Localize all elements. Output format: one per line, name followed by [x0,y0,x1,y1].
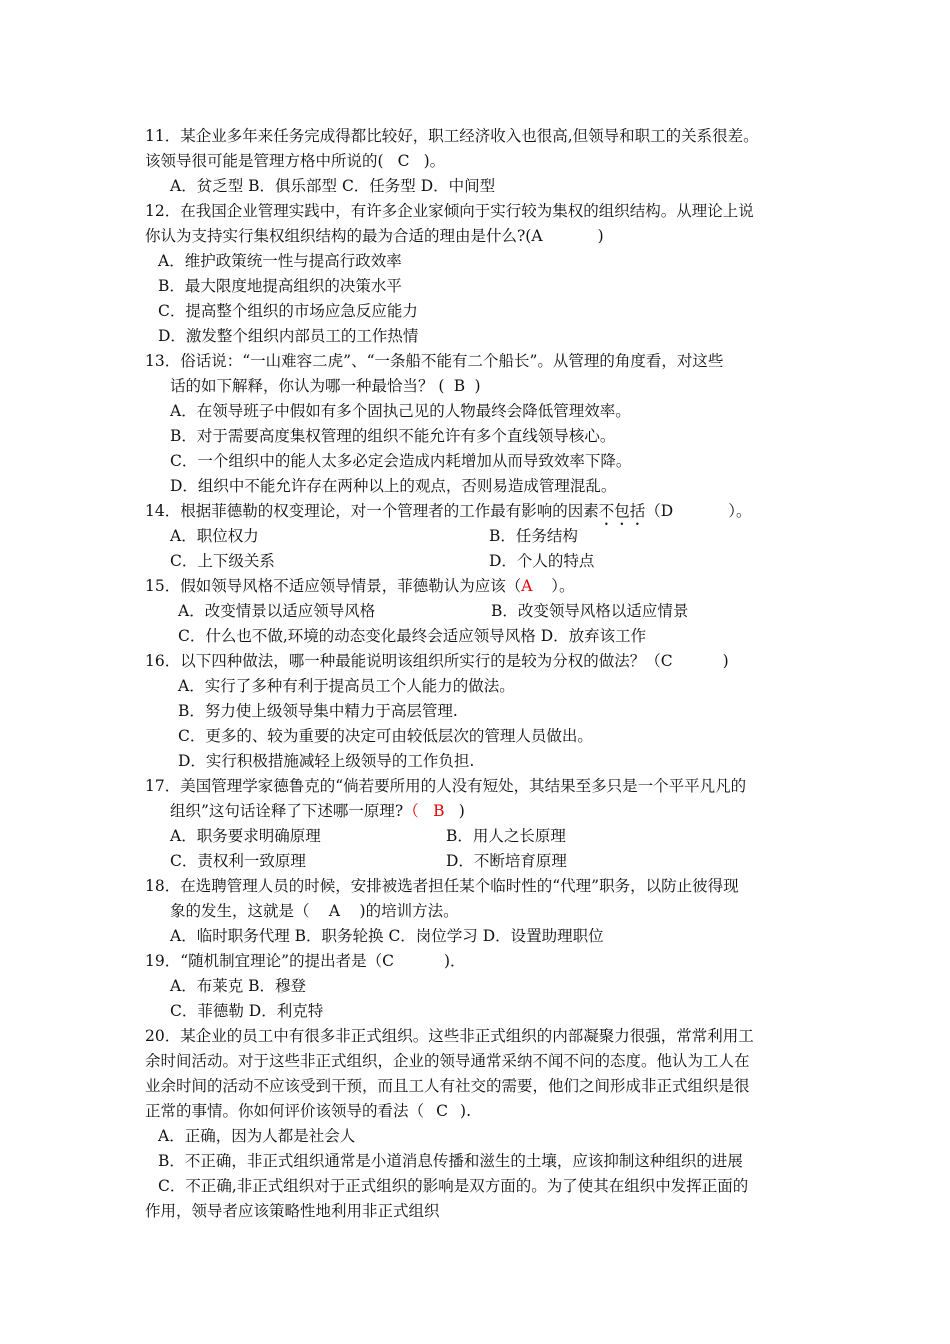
q20-line4 [145,1099,471,1123]
q18-stem: 象的发生，这就是（ [170,902,310,920]
q20-option-c-line1: C．不正确,非正式组织对于正式组织的影响是双方面的。为了使其在组织中发挥正面的 [158,1177,749,1195]
q16-option-a: A．实行了多种有利于提高员工个人能力的做法。 [178,677,515,695]
q20-answer: C [436,1102,448,1120]
q12-option-c: C．提高整个组织的市场应急反应能力 [158,302,418,320]
q14-option-c: C．上下级关系 [170,552,275,570]
q19-close: )． [443,952,466,970]
q15-stem: 15．假如领导风格不适应领导情景，菲德勒认为应该（ [145,577,522,595]
q12-line2 [145,224,604,248]
q13-option-d: D．组织中不能允许存在两种以上的观点，否则易造成管理混乱。 [170,477,617,495]
q16-option-b: B．努力使上级领导集中精力于高层管理. [178,702,458,720]
q12-line1: 12．在我国企业管理实践中，有许多企业家倾向于实行较为集权的组织结构。从理论上说 [145,202,754,220]
q17-option-d: D．不断培育原理 [446,852,567,870]
q17-option-c: C．责权利一致原理 [170,852,306,870]
q13-option-c: C．一个组织中的能人太多必定会造成内耗增加从而导致效率下降。 [170,452,632,470]
q18-close: )的培训方法。 [359,902,459,920]
q13-option-a: A．在领导班子中假如有多个固执己见的人物最终会降低管理效率。 [170,402,631,420]
q20-option-c-line2: 作用，领导者应该策略性地利用非正式组织 [145,1202,440,1220]
q14-stem: 14．根据菲德勒的权变理论，对一个管理者的工作最有影响的因素 [145,502,599,520]
q13-line1: 13．俗话说：“一山难容二虎”、“一条船不能有二个船长”。从管理的角度看，对这些 [145,352,724,370]
q20-line2: 余时间活动。对于这些非正式组织，企业的领导通常采纳不闻不问的态度。他认为工人在 [145,1052,750,1070]
q16-line1 [145,649,729,673]
q11-options: A．贫乏型 B．俱乐部型 C．任务型 D．中间型 [170,177,496,195]
q17-option-a: A．职务要求明确原理 [170,827,321,845]
q15-option-a: A．改变情景以适应领导风格 [178,602,376,620]
q13-answer: B [453,377,466,395]
q18-line2 [170,899,459,923]
q13-stem: 话的如下解释，你认为哪一种最恰当？ ( [170,377,445,395]
q19-options-ab: A．布莱克 B．穆登 [170,977,307,995]
q18-answer: A [328,902,341,920]
q12-stem: 你认为支持实行集权组织结构的最为合适的理由是什么?(A [145,227,543,245]
q13-close: ) [474,377,481,395]
q14-answer: （D [645,502,674,520]
q16-option-d: D．实行积极措施减轻上级领导的工作负担. [178,752,475,770]
q19-options-cd: C．菲德勒 D．利克特 [170,1002,324,1020]
q17-line1: 17．美国管理学家德鲁克的“倘若要所用的人没有短处，其结果至多只是一个平平凡凡的 [145,777,747,795]
q17-option-b: B．用人之长原理 [446,827,566,845]
q17-line2 [170,799,465,823]
q13-line2 [170,374,481,398]
q14-option-d: D．个人的特点 [489,552,595,570]
q20-line3: 业余时间的活动不应该受到干预，而且工人有社交的需要，他们之间形成非正式组织是很 [145,1077,750,1095]
q20-stem: 正常的事情。你如何评价该领导的看法（ [145,1102,425,1120]
q14-close: ）。 [728,502,752,520]
q11-stem: 该领导很可能是管理方格中所说的( [145,152,384,170]
q19-line1 [145,949,466,973]
q17-close: ) [458,802,465,820]
q15-option-b: B．改变领导风格以适应情景 [491,602,689,620]
q11-line1: 11．某企业多年来任务完成得都比较好，职工经济收入也很高,但领导和职工的关系很差。 [145,127,759,145]
q12-close: ) [597,227,604,245]
q17-open: （ [403,802,419,820]
q20-option-b: B．不正确，非正式组织通常是小道消息传播和滋生的土壤，应该抑制这种组织的进展 [158,1152,743,1170]
q20-close: ). [460,1102,471,1120]
q13-option-b: B．对于需要高度集权管理的组织不能允许有多个直线领导核心。 [170,427,616,445]
q18-options: A．临时职务代理 B．职务轮换 C．岗位学习 D．设置助理职位 [170,927,604,945]
q15-option-cd: C．什么也不做,环境的动态变化最终会适应领导风格 D．放弃该工作 [178,627,647,645]
q11-close: )。 [423,152,446,170]
q15-answer: A [521,577,533,595]
q18-line1: 18．在选聘管理人员的时候，安排被选者担任某个临时性的“代理”职务，以防止彼得现 [145,877,739,895]
q11-line2 [145,149,445,173]
q17-stem: 组织”这句话诠释了下述哪一原理? [170,802,404,820]
q20-option-a: A．正确，因为人都是社会人 [158,1127,356,1145]
q14-option-b: B．任务结构 [489,527,578,545]
q15-line1 [145,574,575,598]
q16-stem: 16．以下四种做法，哪一种最能说明该组织所实行的是较为分权的做法？（C [145,652,673,670]
q12-option-a: A．维护政策统一性与提高行政效率 [158,252,402,270]
q14-option-a: A．职位权力 [170,527,259,545]
q20-line1: 20．某企业的员工中有很多非正式组织。这些非正式组织的内部凝聚力很强，常常利用工 [145,1027,754,1045]
q14-emphasis: 不包括 [598,502,646,520]
q17-answer: B [433,802,445,820]
q12-option-d: D．激发整个组织内部员工的工作热情 [158,327,419,345]
q19-stem: 19．“随机制宜理论”的提出者是（C [145,952,394,970]
q15-close: ）。 [551,577,575,595]
q16-close: ) [722,652,729,670]
q12-option-b: B．最大限度地提高组织的决策水平 [158,277,402,295]
q11-answer: C [397,152,410,170]
q16-option-c: C．更多的、较为重要的决定可由较低层次的管理人员做出。 [178,727,593,745]
